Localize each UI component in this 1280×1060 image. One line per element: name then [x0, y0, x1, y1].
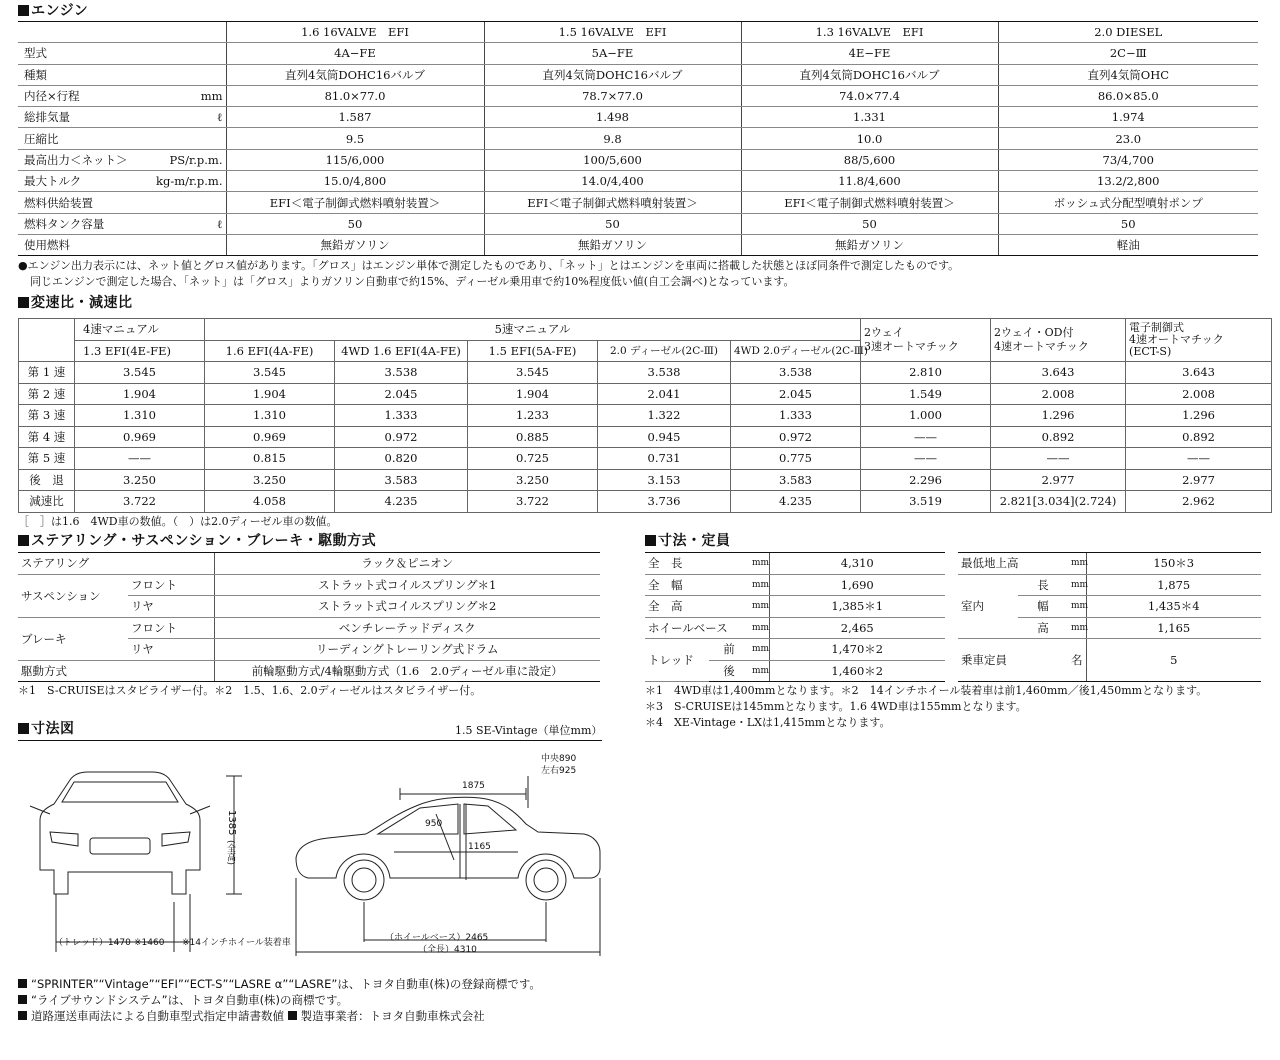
transmission-cell: 3.545	[75, 362, 205, 384]
transmission-cell: 3.583	[731, 469, 861, 491]
dimensions-note: ＊3 S-CRUISEは145mmとなります。1.6 4WD車は155mmとなります。	[645, 700, 1027, 713]
engine-row-label: 最高出力＜ネット＞	[18, 149, 148, 170]
steering-value: ラック＆ピニオン	[214, 553, 600, 575]
engine-row-unit: ℓ	[148, 213, 226, 234]
drive-label: 駆動方式	[18, 660, 214, 682]
engine-cell: 74.0×77.4	[741, 85, 998, 106]
transmission-cell: 3.538	[731, 362, 861, 384]
transmission-cell: 1.333	[335, 405, 468, 427]
dimensions-table-left	[645, 552, 945, 682]
tread-front-value: 1,470＊2	[769, 639, 945, 661]
engine-row-label: 総排気量	[18, 107, 148, 128]
transmission-cell: 2.045	[731, 383, 861, 405]
engine-row-unit: kg-m/r.p.m.	[148, 171, 226, 192]
dimensions-table-right	[958, 552, 1261, 682]
transmission-subheader: 2.0 ディーゼル(2C-Ⅲ)	[598, 340, 731, 362]
dim-unit: mm	[1068, 574, 1086, 596]
steering-heading: ステアリング・サスペンション・ブレーキ・駆動方式	[18, 533, 376, 549]
transmission-cell: 0.820	[335, 448, 468, 470]
engine-cell: 直列4気筒DOHC16バルブ	[484, 64, 741, 85]
dim-1875-label: 1875	[462, 781, 485, 791]
dim-1385-label: 1385	[226, 810, 237, 836]
dim-tread2-label: ※1460	[134, 938, 165, 948]
transmission-row-label: 第 5 速	[19, 448, 75, 470]
engine-cell: 78.7×77.0	[484, 85, 741, 106]
brake-rear-label: リヤ	[128, 639, 214, 661]
engine-cell: 23.0	[998, 128, 1258, 149]
transmission-cell: ——	[991, 448, 1126, 470]
dim-lr-label: 左右925	[541, 766, 577, 776]
engine-heading: エンジン	[18, 3, 88, 19]
transmission-cell: 3.519	[861, 491, 991, 513]
transmission-cell: 1.000	[861, 405, 991, 427]
engine-row	[18, 234, 1258, 255]
group-5mt: 5速マニュアル	[205, 319, 861, 341]
transmission-cell: 2.008	[1126, 383, 1272, 405]
transmission-cell: 2.296	[861, 469, 991, 491]
transmission-row-label: 後 退	[19, 469, 75, 491]
engine-cell: 2C−Ⅲ	[998, 43, 1258, 64]
engine-row	[18, 43, 1258, 64]
dim-unit: mm	[1068, 553, 1086, 575]
transmission-cell: 1.549	[861, 383, 991, 405]
transmission-cell: 3.583	[335, 469, 468, 491]
engine-cell: 81.0×77.0	[226, 85, 484, 106]
engine-row-label: 型式	[18, 43, 148, 64]
engine-row	[18, 107, 1258, 128]
col-2way-od: 2ウェイ・OD付 4速オートマチック	[991, 319, 1126, 362]
transmission-cell: 2.810	[861, 362, 991, 384]
engine-row-label: 燃料タンク容量	[18, 213, 148, 234]
transmission-cell: 1.333	[731, 405, 861, 427]
transmission-cell: 0.972	[335, 426, 468, 448]
interior-label: 室内	[958, 574, 1018, 639]
transmission-row-label: 第 2 速	[19, 383, 75, 405]
front-view-car	[30, 772, 210, 894]
side-view-car	[296, 797, 600, 900]
transmission-cell: 1.296	[991, 405, 1126, 427]
dim-label: 全 長	[645, 553, 749, 575]
dim-value: 2,465	[769, 617, 945, 639]
steering-note: ＊1 S-CRUISEはスタビライザー付。＊2 1.5、1.6、2.0ディーゼルはスタビライザー付。	[18, 684, 482, 697]
dim-label: 全 幅	[645, 574, 749, 596]
dim-wheelbase-label: （ホイールベース）2465	[385, 933, 489, 943]
transmission-cell: 3.736	[598, 491, 731, 513]
engine-cell: 15.0/4,800	[226, 171, 484, 192]
transmission-cell: 3.153	[598, 469, 731, 491]
engine-cell: 無鉛ガソリン	[226, 234, 484, 255]
interior-dim-value: 1,875	[1086, 574, 1261, 596]
dim-unit: mm	[749, 660, 769, 682]
transmission-cell: 0.892	[1126, 426, 1272, 448]
transmission-cell: 2.977	[1126, 469, 1272, 491]
engine-row-unit	[148, 128, 226, 149]
transmission-subheader: 4WD 1.6 EFI(4A-FE)	[335, 340, 468, 362]
engine-cell: 4E−FE	[741, 43, 998, 64]
dim-unit: mm	[749, 596, 769, 618]
dim-tread-label: （トレッド）1470	[54, 938, 131, 948]
transmission-row-label: 減速比	[19, 491, 75, 513]
dim-unit: mm	[1068, 596, 1086, 618]
drive-value: 前輪駆動方式/4輪駆動方式（1.6 2.0ディーゼル車に設定）	[214, 660, 600, 682]
transmission-row	[19, 469, 1272, 491]
dim-unit: mm	[749, 574, 769, 596]
transmission-heading: 変速比・減速比	[18, 295, 133, 311]
transmission-cell: 2.041	[598, 383, 731, 405]
engine-row-label: 内径×行程	[18, 85, 148, 106]
footer-line-2: “ライブサウンドシステム”は、トヨタ自動車(株)の商標です。	[18, 992, 348, 1009]
col-ects: 電子制御式 4速オートマチック (ECT-S)	[1126, 319, 1272, 362]
transmission-cell: 2.008	[991, 383, 1126, 405]
dimension-drawing	[18, 742, 618, 967]
engine-cell: 直列4気筒DOHC16バルブ	[741, 64, 998, 85]
susp-front-label: フロント	[128, 574, 214, 596]
engine-cell: 50	[998, 213, 1258, 234]
tread-rear-value: 1,460＊2	[769, 660, 945, 682]
engine-col-header: 1.3 16VALVE EFI	[741, 22, 998, 43]
transmission-cell: 0.972	[731, 426, 861, 448]
transmission-cell: ——	[861, 448, 991, 470]
susp-front-value: ストラット式コイルスプリング＊1	[214, 574, 600, 596]
engine-row-unit	[148, 234, 226, 255]
engine-row-label: 最大トルク	[18, 171, 148, 192]
drawing-rule	[18, 740, 602, 741]
transmission-row	[19, 426, 1272, 448]
dim-total-label: （全長）4310	[418, 945, 477, 955]
engine-cell: 9.8	[484, 128, 741, 149]
brake-label: ブレーキ	[18, 617, 128, 660]
susp-rear-value: ストラット式コイルスプリング＊2	[214, 596, 600, 618]
transmission-cell: 0.969	[205, 426, 335, 448]
dim-zentaka-label: (全高)	[225, 840, 235, 866]
engine-row	[18, 128, 1258, 149]
interior-dim-label: 長	[1018, 574, 1068, 596]
engine-row	[18, 85, 1258, 106]
transmission-cell: ——	[75, 448, 205, 470]
engine-row	[18, 171, 1258, 192]
transmission-cell: 3.250	[75, 469, 205, 491]
dim-unit: mm	[1068, 617, 1086, 639]
engine-cell: 4A−FE	[226, 43, 484, 64]
transmission-cell: 3.250	[468, 469, 598, 491]
transmission-note: ［ ］は1.6 4WD車の数値。（ ）は2.0ディーゼル車の数値。	[18, 515, 338, 528]
engine-cell: 9.5	[226, 128, 484, 149]
engine-cell: 13.2/2,800	[998, 171, 1258, 192]
transmission-cell: 1.310	[205, 405, 335, 427]
transmission-cell: 3.722	[75, 491, 205, 513]
seating-label: 乗車定員	[958, 639, 1068, 682]
group-4mt: 4速マニュアル	[75, 319, 205, 341]
engine-cell: ボッシュ式分配型噴射ポンプ	[998, 192, 1258, 213]
engine-header-corner	[18, 22, 226, 43]
dim-label: 全 高	[645, 596, 749, 618]
dim-label: ホイールベース	[645, 617, 749, 639]
susp-rear-label: リヤ	[128, 596, 214, 618]
transmission-cell: 3.722	[468, 491, 598, 513]
engine-row-unit: PS/r.p.m.	[148, 149, 226, 170]
transmission-row	[19, 383, 1272, 405]
brake-rear-value: リーディングトレーリング式ドラム	[214, 639, 600, 661]
transmission-row-label: 第 4 速	[19, 426, 75, 448]
engine-cell: 1.974	[998, 107, 1258, 128]
engine-cell: 86.0×85.0	[998, 85, 1258, 106]
transmission-row-label: 第 3 速	[19, 405, 75, 427]
engine-row	[18, 192, 1258, 213]
engine-row	[18, 64, 1258, 85]
transmission-cell: 3.643	[991, 362, 1126, 384]
transmission-corner	[19, 319, 75, 362]
engine-row-label: 圧縮比	[18, 128, 148, 149]
engine-cell: 無鉛ガソリン	[741, 234, 998, 255]
dimensions-heading: 寸法・定員	[645, 533, 731, 549]
engine-cell: EFI＜電子制御式燃料噴射装置＞	[741, 192, 998, 213]
brake-front-label: フロント	[128, 617, 214, 639]
interior-dim-label: 幅	[1018, 596, 1068, 618]
engine-cell: 11.8/4,600	[741, 171, 998, 192]
transmission-cell: ——	[1126, 448, 1272, 470]
engine-row-unit	[148, 64, 226, 85]
transmission-cell: 1.904	[75, 383, 205, 405]
engine-cell: 115/6,000	[226, 149, 484, 170]
engine-cell: 10.0	[741, 128, 998, 149]
transmission-cell: 3.643	[1126, 362, 1272, 384]
transmission-subheader: 1.6 EFI(4A-FE)	[205, 340, 335, 362]
footer-line-3: 道路運送車両法による自動車型式指定申請書数値 製造事業者：トヨタ自動車株式会社	[18, 1008, 485, 1025]
engine-cell: 50	[484, 213, 741, 234]
tread-label: トレッド	[645, 639, 709, 682]
engine-note-1: ●エンジン出力表示には、ネット値とグロス値があります。「グロス」はエンジン単体で測定したものであり、「ネット」とはエンジンを車両に搭載した状態とほぼ同条件で測定したものです。	[18, 259, 960, 272]
transmission-cell: 4.235	[731, 491, 861, 513]
transmission-cell: 0.725	[468, 448, 598, 470]
transmission-subheader: 1.5 EFI(5A-FE)	[468, 340, 598, 362]
tread-front-label: 前	[709, 639, 749, 661]
side-view-dims	[296, 776, 600, 956]
seating-unit: 名	[1068, 639, 1086, 682]
interior-dim-value: 1,165	[1086, 617, 1261, 639]
engine-cell: EFI＜電子制御式燃料噴射装置＞	[484, 192, 741, 213]
engine-row-label: 種類	[18, 64, 148, 85]
transmission-cell: ——	[861, 426, 991, 448]
transmission-cell: 0.892	[991, 426, 1126, 448]
dimensions-note: ＊1 4WD車は1,400mmとなります。＊2 14インチホイール装着車は前1,460mm／後1,450mmとなります。	[645, 684, 1208, 697]
transmission-cell: 1.904	[205, 383, 335, 405]
transmission-cell: 3.545	[468, 362, 598, 384]
engine-cell: 14.0/4,400	[484, 171, 741, 192]
transmission-cell: 0.945	[598, 426, 731, 448]
dimensions-note: ＊4 XE-Vintage・LXは1,415mmとなります。	[645, 716, 891, 729]
dim-unit: mm	[749, 639, 769, 661]
brake-front-value: ベンチレーテッドディスク	[214, 617, 600, 639]
dim-value: 4,310	[769, 553, 945, 575]
seating-value: 5	[1086, 639, 1261, 682]
transmission-table	[18, 318, 1272, 513]
transmission-cell: 2.045	[335, 383, 468, 405]
dim-value: 1,385＊1	[769, 596, 945, 618]
engine-row-label: 使用燃料	[18, 234, 148, 255]
tread-rear-label: 後	[709, 660, 749, 682]
engine-cell: EFI＜電子制御式燃料噴射装置＞	[226, 192, 484, 213]
engine-row-unit	[148, 43, 226, 64]
engine-row	[18, 213, 1258, 234]
engine-cell: 1.498	[484, 107, 741, 128]
engine-col-header: 1.5 16VALVE EFI	[484, 22, 741, 43]
engine-col-header: 1.6 16VALVE EFI	[226, 22, 484, 43]
transmission-subheader: 4WD 2.0ディーゼル(2C-Ⅲ)	[731, 340, 861, 362]
engine-cell: 無鉛ガソリン	[484, 234, 741, 255]
engine-cell: 50	[226, 213, 484, 234]
transmission-row	[19, 362, 1272, 384]
dim-unit: mm	[749, 553, 769, 575]
transmission-cell: 1.233	[468, 405, 598, 427]
interior-dim-label: 高	[1018, 617, 1068, 639]
transmission-cell: 1.296	[1126, 405, 1272, 427]
transmission-cell: 0.885	[468, 426, 598, 448]
engine-row-unit	[148, 192, 226, 213]
transmission-cell: 2.962	[1126, 491, 1272, 513]
engine-cell: 直列4気筒DOHC16バルブ	[226, 64, 484, 85]
transmission-cell: 4.235	[335, 491, 468, 513]
transmission-cell: 0.969	[75, 426, 205, 448]
engine-cell: 50	[741, 213, 998, 234]
dim-wheel-note: ※14インチホイール装着車	[182, 938, 291, 948]
engine-cell: 軽油	[998, 234, 1258, 255]
steering-label: ステアリング	[18, 553, 214, 575]
engine-cell: 100/5,600	[484, 149, 741, 170]
transmission-row	[19, 491, 1272, 513]
transmission-subheader: 1.3 EFI(4E-FE)	[75, 340, 205, 362]
transmission-cell: 2.977	[991, 469, 1126, 491]
transmission-cell: 2.821[3.034](2.724)	[991, 491, 1126, 513]
engine-row-unit: mm	[148, 85, 226, 106]
transmission-cell: 1.322	[598, 405, 731, 427]
engine-cell: 88/5,600	[741, 149, 998, 170]
transmission-cell: 4.058	[205, 491, 335, 513]
suspension-label: サスペンション	[18, 574, 128, 617]
engine-note-2: 同じエンジンで測定した場合、「ネット」は「グロス」よりガソリン自動車で約15%、ディーゼル乗用車で約10%程度低い値(自工会調べ)となっています。	[30, 275, 795, 288]
dim-center-label: 中央890	[541, 754, 577, 764]
engine-row-label: 燃料供給装置	[18, 192, 148, 213]
transmission-cell: 1.310	[75, 405, 205, 427]
engine-cell: 1.331	[741, 107, 998, 128]
engine-row	[18, 149, 1258, 170]
transmission-cell: 3.538	[335, 362, 468, 384]
transmission-row	[19, 448, 1272, 470]
transmission-cell: 0.775	[731, 448, 861, 470]
engine-cell: 73/4,700	[998, 149, 1258, 170]
dim-unit: mm	[749, 617, 769, 639]
dim-value: 1,690	[769, 574, 945, 596]
ground-label: 最低地上高	[958, 553, 1068, 575]
col-2way: 2ウェイ 3速オートマチック	[861, 319, 991, 362]
transmission-cell: 3.538	[598, 362, 731, 384]
transmission-cell: 3.545	[205, 362, 335, 384]
steering-table	[18, 552, 600, 682]
engine-cell: 直列4気筒OHC	[998, 64, 1258, 85]
engine-table	[18, 21, 1258, 256]
transmission-cell: 0.815	[205, 448, 335, 470]
footer-line-1: “SPRINTER”“Vintage”“EFI”“ECT-S”“LASRE α”“LASRE”は、トヨタ自動車(株)の登録商標です。	[18, 976, 541, 993]
drawing-heading: 寸法図	[18, 721, 75, 737]
engine-row-unit: ℓ	[148, 107, 226, 128]
engine-cell: 1.587	[226, 107, 484, 128]
transmission-cell: 3.250	[205, 469, 335, 491]
transmission-cell: 1.904	[468, 383, 598, 405]
ground-value: 150＊3	[1086, 553, 1261, 575]
interior-dim-value: 1,435＊4	[1086, 596, 1261, 618]
transmission-cell: 0.731	[598, 448, 731, 470]
engine-col-header: 2.0 DIESEL	[998, 22, 1258, 43]
transmission-row-label: 第 1 速	[19, 362, 75, 384]
transmission-row	[19, 405, 1272, 427]
dim-1165-label: 1165	[468, 842, 491, 852]
dim-950-label: 950	[425, 819, 443, 829]
engine-cell: 5A−FE	[484, 43, 741, 64]
drawing-caption: 1.5 SE-Vintage（単位mm）	[455, 724, 603, 737]
